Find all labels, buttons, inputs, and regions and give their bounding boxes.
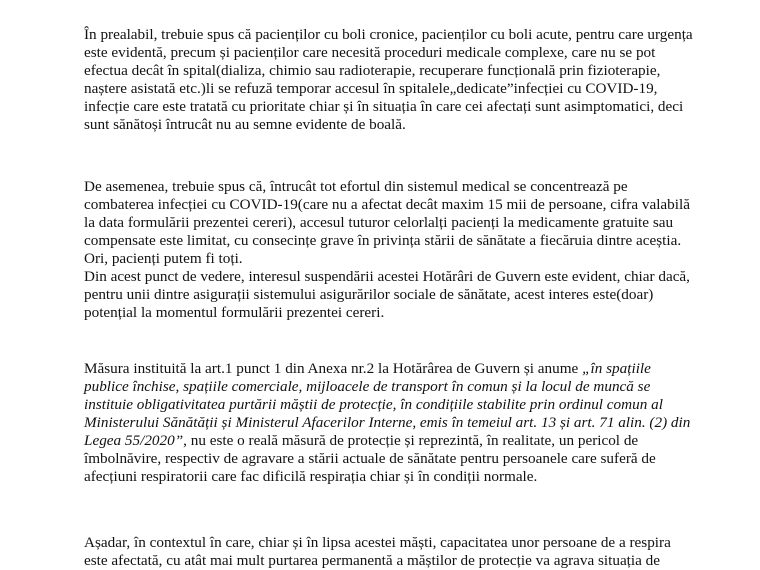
text-line: Ori, pacienți putem fi toți. bbox=[84, 250, 243, 267]
text-quote-italic: Ministerului Sănătății și Ministerul Afacerilor Interne, emis în temeiul art. 13 și art. 71 alin. (2) din bbox=[84, 414, 691, 431]
text-line: efectua decât în spital(dializa, chimio sau radioterapie, recuperare funcțională prin fizioterapie, bbox=[84, 62, 661, 79]
text-line: compensate este limitat, cu consecințe grave în privința stării de sănătate a fiecăruia dintre aceștia. bbox=[84, 232, 682, 249]
text-line: îmbolnăvire, respectiv de agravare a stării actuale de sănătate pentru persoanele care suferă de bbox=[84, 450, 656, 467]
text-line bbox=[84, 432, 704, 450]
paragraph-3 bbox=[84, 360, 704, 486]
text-line: la data formulării prezentei cereri), accesul tuturor celorlalți pacienți la medicamente gratuite sau bbox=[84, 214, 674, 231]
text-line: Așadar, în contextul în care, chiar și în lipsa acestei măști, capacitatea unor persoane de a respira bbox=[84, 534, 671, 551]
text-quote-italic: „în spațiile bbox=[582, 360, 651, 377]
text-quote-italic: Legea 55/2020” bbox=[84, 432, 184, 449]
text-line: De asemenea, trebuie spus că, întrucât tot efortul din sistemul medical se concentrează pe bbox=[84, 178, 628, 195]
text-line: afecțiuni respiratorii care fac dificilă respirația chiar și în condiții normale. bbox=[84, 468, 538, 485]
text-quote-italic: publice închise, spațiile comerciale, mijloacele de transport în comun și la locul de muncă se bbox=[84, 378, 651, 395]
text-normal: , nu este o reală măsură de protecție și reprezintă, în realitate, un pericol de bbox=[183, 432, 639, 449]
text-normal: Măsura instituită la art.1 punct 1 din Anexa nr.2 la Hotărârea de Guvern și anume bbox=[84, 360, 583, 377]
text-line: pentru unii dintre asigurații sistemului asigurărilor sociale de sănătate, acest interes este(doar) bbox=[84, 286, 654, 303]
paragraph-2 bbox=[84, 178, 704, 322]
text-line: Din acest punct de vedere, interesul suspendării acestei Hotărâri de Guvern este evident, chiar dacă, bbox=[84, 268, 690, 285]
text-line bbox=[84, 360, 704, 378]
paragraph-4 bbox=[84, 534, 704, 570]
text-line: sunt sănătoși întrucât nu au semne evidente de boală. bbox=[84, 116, 406, 133]
text-line: potențial la momentul formulării prezentei cereri. bbox=[84, 304, 385, 321]
text-line: infecție care este tratată cu prioritate chiar și în situația în care cei afectați sunt asimptomatici, deci bbox=[84, 98, 684, 115]
text-line: În prealabil, trebuie spus că pacienților cu boli cronice, pacienților cu boli acute, pentru care urgența bbox=[84, 26, 693, 43]
text-line: este evidentă, precum și pacienților care necesită proceduri medicale complexe, care nu se pot bbox=[84, 44, 656, 61]
text-line: combaterea infecției cu COVID-19(care nu a afectat decât maxim 15 mii de persoane, cifra valabilă bbox=[84, 196, 690, 213]
text-line: este afectată, cu atât mai mult purtarea permanentă a măștilor de protecție va agrava situația de bbox=[84, 552, 660, 569]
paragraph-1 bbox=[84, 26, 704, 134]
text-quote-italic: instituie obligativitatea purtării măștii de protecție, în condițiile stabilite prin ordinul comun al bbox=[84, 396, 663, 413]
text-line: naștere asistată etc.)li se refuză temporar accesul în spitalele„dedicate”infecției cu COVID-19, bbox=[84, 80, 658, 97]
